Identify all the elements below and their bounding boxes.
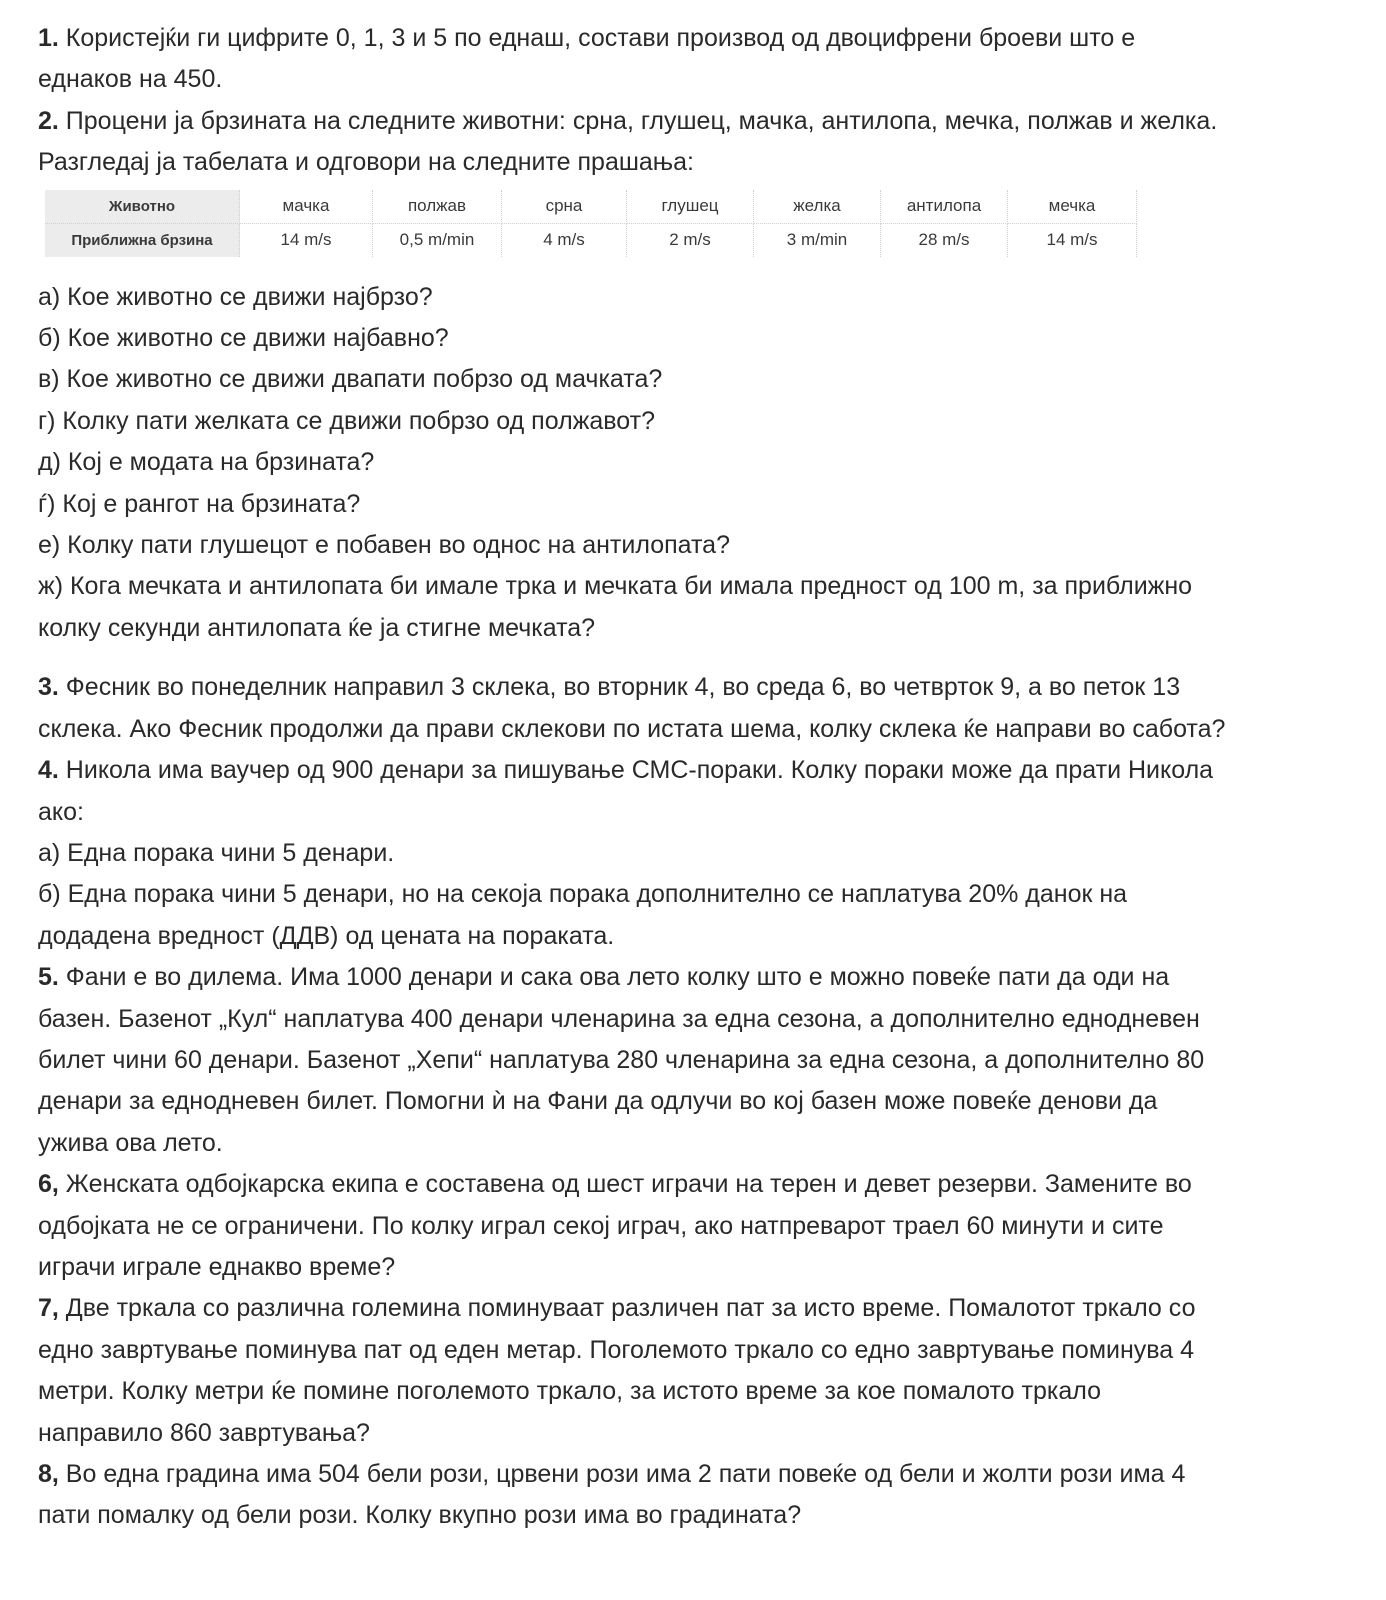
- animal-speed-table: [45, 190, 1137, 257]
- task-7-line-3: метри. Колку метри ќе помине поголемото тркало, за истото време за кое помалото тркало: [38, 1377, 1102, 1406]
- worksheet: [38, 18, 1358, 1537]
- question-a: а) Кое животно се движи најбрзо?: [38, 282, 433, 311]
- task-5-line-5: ужива ова лето.: [38, 1128, 223, 1157]
- question-e: е) Колку пати глушецот е побавен во однос на антилопата?: [38, 531, 730, 560]
- table-cell-animal: мачка: [240, 190, 373, 224]
- task-1: [38, 18, 1358, 101]
- task-3-number: 3.: [38, 673, 59, 702]
- task-6-line-1: 6, Женската одбојкарска екипа е составена од шест играчи на терен и девет резерви. Замените во: [38, 1170, 1192, 1199]
- table-cell-speed: 28 m/s: [881, 223, 1008, 257]
- task-2: [38, 101, 1358, 649]
- task-5-line-3: билет чини 60 денари. Базенот „Хепи“ наплатува 280 членарина за една сезона, а дополнително 80: [38, 1045, 1205, 1074]
- task-5-line-2: базен. Базенот „Кул“ наплатува 400 денари членарина за една сезона, а дополнително еднодневен: [38, 1004, 1200, 1033]
- task-5-number: 5.: [38, 963, 59, 992]
- question-gj: ѓ) Кој е рангот на брзината?: [38, 489, 361, 518]
- table-cell-animal: мечка: [1008, 190, 1137, 224]
- question-d: д) Кој е модата на брзината?: [38, 448, 375, 477]
- section-gap: [38, 649, 1358, 667]
- table-cell-speed: 3 m/min: [754, 223, 881, 257]
- task-4-line-1: 4. Никола има ваучер од 900 денари за пишување СМС-пораки. Колку пораки може да прати Никола: [38, 756, 1214, 785]
- task-7: [38, 1288, 1358, 1454]
- task-2-number: 2.: [38, 106, 59, 135]
- question-g: г) Колку пати желката се движи побрзо од полжавот?: [38, 406, 655, 435]
- table-cell-speed: 0,5 m/min: [373, 223, 502, 257]
- task-4-line-2: ако:: [38, 797, 84, 826]
- task-4: [38, 750, 1358, 957]
- task-1-line-1: 1. Користејќи ги цифрите 0, 1, 3 и 5 по еднаш, состави производ од двоцифрени броеви што е: [38, 24, 1136, 52]
- task-7-line-1: 7, Две тркала со различна големина поминуваат различен пат за исто време. Помалотот тркало со: [38, 1294, 1196, 1323]
- question-zh-line-2: колку секунди антилопата ќе ја стигне мечката?: [38, 613, 596, 642]
- table-cell-animal: антилопа: [881, 190, 1008, 224]
- table-cell-animal: полжав: [373, 190, 502, 224]
- task-8-number: 8,: [38, 1460, 59, 1488]
- task-3: [38, 667, 1358, 750]
- task-5-line-4: денари за еднодневен билет. Помогни ѝ на Фани да одлучи во кој базен може повеќе денови да: [38, 1087, 1158, 1116]
- task-7-line-4: направило 860 завртувања?: [38, 1418, 370, 1447]
- task-2-line-2: Разгледај ја табелата и одговори на следните прашања:: [38, 148, 694, 177]
- table-header-speed: Приближна брзина: [45, 223, 240, 257]
- task-3-line-2: склека. Ако Фесник продолжи да прави склекови по истата шема, колку склека ќе направи во сабота?: [38, 714, 1226, 743]
- task-7-number: 7,: [38, 1294, 59, 1323]
- table-cell-speed: 14 m/s: [1008, 223, 1137, 257]
- task-4-number: 4.: [38, 756, 59, 785]
- table-row-speeds: [45, 223, 1137, 257]
- table-cell-speed: 14 m/s: [240, 223, 373, 257]
- task-6: [38, 1164, 1358, 1288]
- table-cell-animal: срна: [502, 190, 627, 224]
- task-2-line-1: 2. Процени ја брзината на следните животни: срна, глушец, мачка, антилопа, мечка, полжав и желка.: [38, 106, 1218, 135]
- table-cell-speed: 4 m/s: [502, 223, 627, 257]
- question-b: б) Кое животно се движи најбавно?: [38, 324, 449, 353]
- task-8-line-1: 8, Во една градина има 504 бели рози, црвени рози има 2 пати повеќе од бели и жолти рози има 4: [38, 1460, 1186, 1488]
- task-6-number: 6,: [38, 1170, 59, 1199]
- task-4-line-4: б) Една порака чини 5 денари, но на секоја порака дополнително се наплатува 20% данок на: [38, 880, 1128, 909]
- table-row-animals: [45, 190, 1137, 224]
- task-5-line-1: 5. Фани е во дилема. Има 1000 денари и сака ова лето колку што е можно повеќе пати да оди на: [38, 963, 1170, 992]
- task-1-line-2: еднаков на 450.: [38, 65, 223, 94]
- task-4-line-3: а) Една порака чини 5 денари.: [38, 838, 395, 867]
- question-zh-line-1: ж) Кога мечката и антилопата би имале трка и мечката би имала предност од 100 m, за приближно: [38, 572, 1193, 601]
- task-5: [38, 957, 1358, 1164]
- table-cell-animal: желка: [754, 190, 881, 224]
- table-header-animal: Животно: [45, 190, 240, 224]
- table-cell-animal: глушец: [627, 190, 754, 224]
- task-6-line-2: одбојката не се ограничени. По колку играл секој играч, ако натпреварот траел 60 минути и сите: [38, 1211, 1164, 1240]
- question-v: в) Кое животно се движи двапати побрзо од мачката?: [38, 365, 663, 394]
- task-3-line-1: 3. Фесник во понеделник направил 3 склека, во вторник 4, во среда 6, во четврток 9, а во петок 13: [38, 673, 1181, 702]
- task-1-number: 1.: [38, 24, 59, 52]
- task-8: [38, 1454, 1358, 1537]
- table-cell-speed: 2 m/s: [627, 223, 754, 257]
- task-4-line-5: додадена вредност (ДДВ) од цената на пораката.: [38, 921, 615, 950]
- task-6-line-3: играчи играле еднакво време?: [38, 1252, 396, 1281]
- task-7-line-2: едно завртување поминува пат од еден метар. Поголемото тркало со едно завртување поминува 4: [38, 1335, 1195, 1364]
- task-8-line-2: пати помалку од бели рози. Колку вкупно рози има во градината?: [38, 1501, 802, 1530]
